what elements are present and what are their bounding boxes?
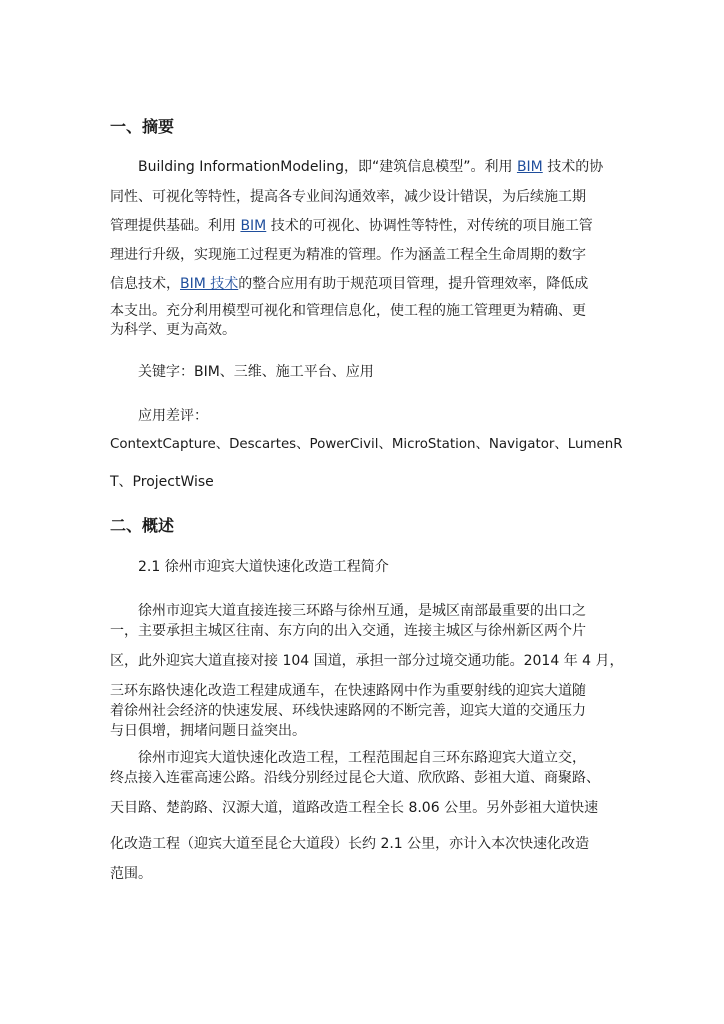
section-heading-abstract: 一、摘要 [110,117,175,136]
overview-p1-line-2: 一，主要承担主城区往南、东方向的出入交通，连接主城区与徐州新区两个片 [110,623,586,639]
overview-p1-line-5: 着徐州社会经济的快速发展、环线快速路网的不断完善，迎宾大道的交通压力 [110,703,586,719]
overview-p1-line-6: 与日俱增，拥堵问题日益突出。 [110,723,306,739]
overview-p2-line-3: 天目路、楚韵路、汉源大道，道路改造工程全长 8.06 公里。另外彭祖大道快速 [110,800,599,816]
bim-link[interactable]: BIM [516,159,543,175]
abstract-line-1 [138,156,603,176]
software-label: 应用差评： [138,408,208,424]
overview-p1-line-4: 三环东路快速化改造工程建成通车，在快速路网中作为重要射线的迎宾大道随 [110,683,586,699]
section-heading-overview: 二、概述 [110,516,175,535]
abstract-text: 技术的协 [542,159,604,175]
overview-p2-line-2: 终点接入连霍高速公路。沿线分别经过昆仑大道、欣欣路、彭祖大道、商聚路、 [110,770,600,786]
abstract-line-5 [110,273,588,293]
overview-p2-line-5: 范围。 [110,866,152,882]
abstract-line-6: 本支出。充分利用模型可视化和管理信息化，使工程的施工管理更为精确、更 [110,303,586,319]
keywords-line: 关键字：BIM、三维、施工平台、应用 [138,364,374,380]
abstract-text: 的整合应用有助于规范项目管理，提升管理效率，降低成 [238,276,589,292]
bim-technology-link[interactable]: BIM 技术 [180,276,239,292]
overview-p1-line-3: 区，此外迎宾大道直接对接 104 国道，承担一部分过境交通功能。2014 年 4 月， [110,653,624,669]
overview-p2-line-1: 徐州市迎宾大道快速化改造工程，工程范围起自三环东路迎宾大道立交， [138,750,586,766]
abstract-line-2: 同性、可视化等特性，提高各专业间沟通效率，减少设计错误，为后续施工期 [110,189,586,205]
abstract-line-4: 理进行升级，实现施工过程更为精准的管理。作为涵盖工程全生命周期的数字 [110,247,586,263]
abstract-text: 技术的可视化、协调性等特性，对传统的项目施工管 [266,218,593,234]
abstract-text: 管理提供基础。利用 [110,218,241,234]
overview-p2-line-4: 化改造工程（迎宾大道至昆仑大道段）长约 2.1 公里，亦计入本次快速化改造 [110,836,590,852]
bim-link[interactable]: BIM [240,218,267,234]
subsection-heading: 2.1 徐州市迎宾大道快速化改造工程简介 [138,559,389,575]
abstract-line-3 [110,215,593,235]
abstract-line-7: 为科学、更为高效。 [110,322,236,338]
software-list-line-1: ContextCapture、Descartes、PowerCivil、MicroStation、Navigator、LumenR [110,437,623,452]
abstract-text: 信息技术， [110,276,180,292]
software-list-line-2: T、ProjectWise [110,474,214,490]
overview-p1-line-1: 徐州市迎宾大道直接连接三环路与徐州互通，是城区南部最重要的出口之 [138,603,586,619]
abstract-text: Building InformationModeling，即“建筑信息模型”。利用 [138,159,517,175]
